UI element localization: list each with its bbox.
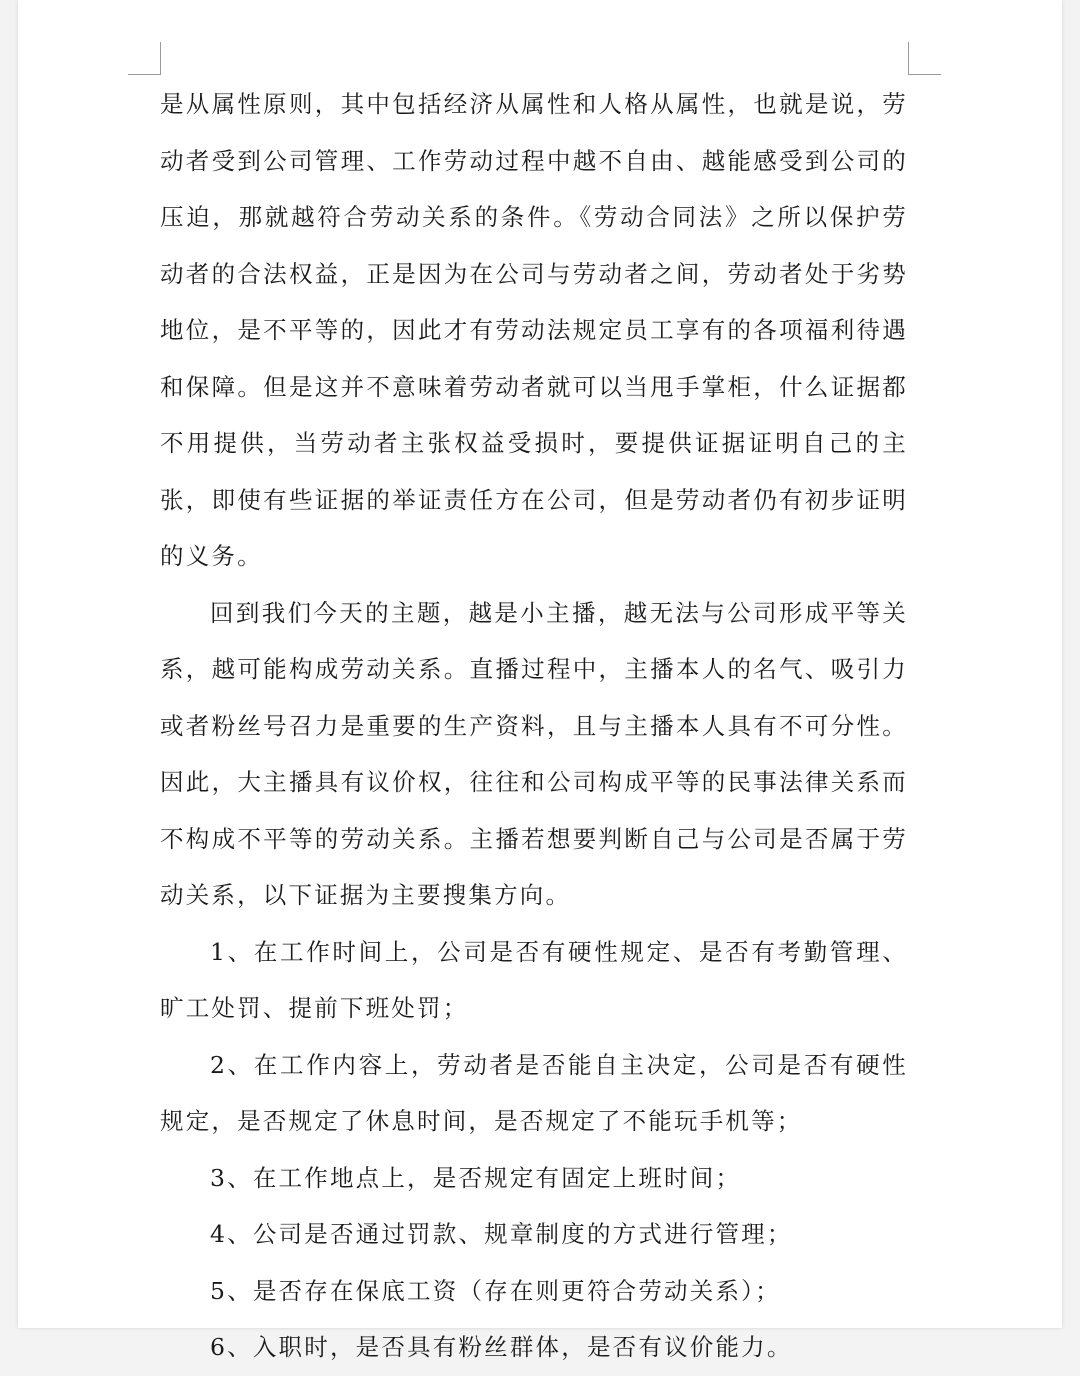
list-item: 1、在工作时间上，公司是否有硬性规定、是否有考勤管理、旷工处罚、提前下班处罚； bbox=[160, 937, 908, 1022]
list-item: 5、是否存在保底工资（存在则更符合劳动关系）； bbox=[210, 1276, 781, 1305]
list-item: 4、公司是否通过罚款、规章制度的方式进行管理； bbox=[210, 1220, 793, 1248]
margin-corner-mark-right bbox=[908, 42, 941, 75]
document-body[interactable] bbox=[160, 76, 908, 1376]
document-page bbox=[18, 0, 1062, 1361]
body-paragraph: 回到我们今天的主题，越是小主播，越无法与公司形成平等关系，越可能构成劳动关系。直播过程中，主播本人的名气、吸引力或者粉丝号召力是重要的生产资料，且与主播本人具有不可分性。因此，大主播具有议价权，往往和公司构成平等的民事法律关系而不构成不平等的劳动关系。主播若想要判断自己与公司是否属于劳动关系，以下证据为主要搜集方向。 bbox=[160, 598, 908, 909]
list-item: 2、在工作内容上，劳动者是否能自主决定，公司是否有硬性规定，是否规定了休息时间，是否规定了不能玩手机等； bbox=[160, 1050, 908, 1135]
body-paragraph: 是从属性原则，其中包括经济从属性和人格从属性，也就是说，劳动者受到公司管理、工作劳动过程中越不自由、越能感受到公司的压迫，那就越符合劳动关系的条件。《劳动合同法》之所以保护劳动者的合法权益，正是因为在公司与劳动者之间，劳动者处于劣势地位，是不平等的，因此才有劳动法规定员工享有的各项福利待遇和保障。但是这并不意味着劳动者就可以当甩手掌柜，什么证据都不用提供，当劳动者主张权益受损时，要提供证据证明自己的主张，即使有些证据的举证责任方在公司，但是劳动者仍有初步证明的义务。 bbox=[160, 90, 908, 570]
list-item: 6、入职时，是否具有粉丝群体，是否有议价能力。 bbox=[210, 1333, 793, 1361]
list-item: 3、在工作地点上，是否规定有固定上班时间； bbox=[210, 1163, 742, 1192]
margin-corner-mark-left bbox=[128, 42, 161, 75]
